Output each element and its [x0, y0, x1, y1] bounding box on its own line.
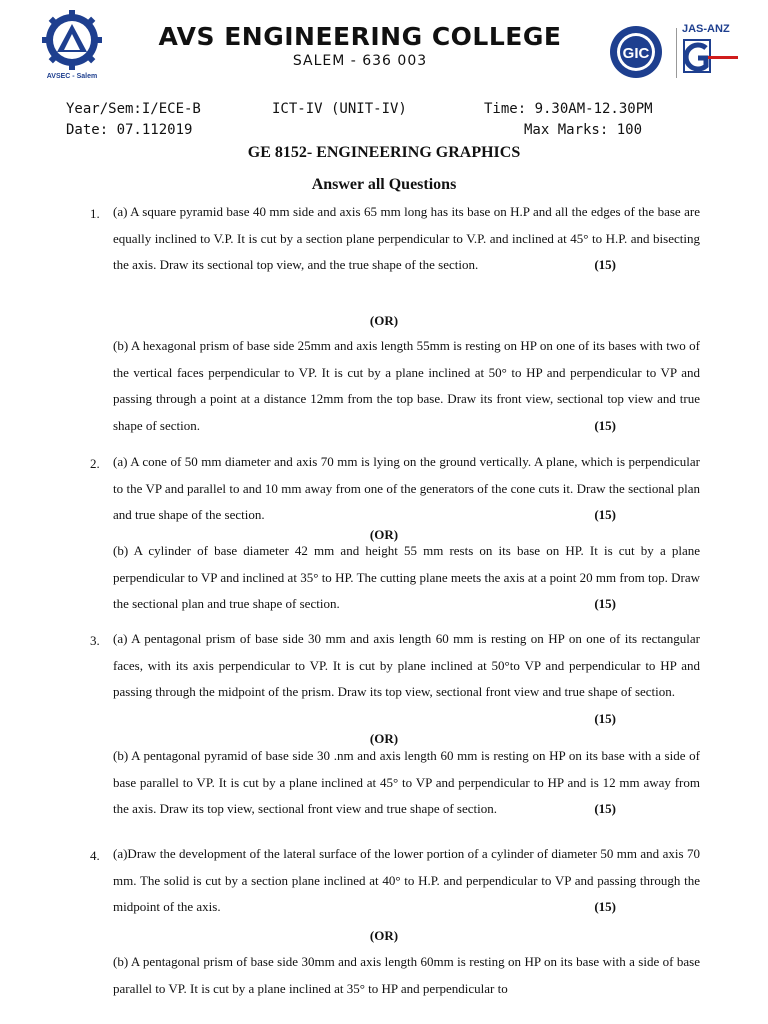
question-text: (a) A square pyramid base 40 mm side and axis 65 mm long has its base on H.P and all the edges of the base are equally inclined to V.P. It is cut by a section plane perpendicular to V.P. and inclined at 45° to H.P. and bisecting the axis. Draw its sectional top view, and the true shape of the section. — [113, 204, 700, 273]
question-4b — [113, 949, 700, 1002]
marks: (15) — [594, 596, 616, 612]
college-logo — [26, 10, 118, 80]
question-text: (a) A pentagonal prism of base side 30 mm and axis length 60 mm is resting on HP on one of its rectangular faces, with its axis perpendicular to VP. It is cut by plane inclined at 50°to VP and perpendicular to HP and passing through the midpoint of the prism. Draw its top view, sectional front view and true shape of section. — [113, 631, 700, 700]
or-separator: (OR) — [369, 527, 399, 542]
question-text: (b) A pentagonal prism of base side 30mm and axis length 60mm is resting on HP on its base with a side of base parallel to VP. It is cut by a plane inclined at 35° to HP and perpendicular to — [113, 954, 700, 996]
college-name: AVS ENGINEERING COLLEGE — [158, 22, 562, 51]
question-number: 3. — [90, 633, 100, 648]
marks: (15) — [594, 801, 616, 817]
logo-divider — [676, 28, 677, 78]
or-separator: (OR) — [369, 313, 399, 328]
or-separator: (OR) — [369, 928, 399, 943]
question-4a — [113, 841, 700, 921]
question-1a — [113, 199, 700, 279]
test-name: ICT-IV (UNIT-IV) — [272, 101, 407, 117]
gic-certification-logo — [600, 22, 676, 80]
question-number: 2. — [90, 456, 100, 471]
question-text: (a)Draw the development of the lateral surface of the lower portion of a cylinder of diameter 50 mm and axis 70 mm. The solid is cut by a section plane inclined at 40° to H.P. and perpendicular to VP and passing through the midpoint of the axis. — [113, 846, 700, 915]
subject-title: GE 8152- ENGINEERING GRAPHICS — [247, 144, 521, 161]
question-text: (b) A pentagonal pyramid of base side 30 .nm and axis length 60 mm is resting on HP on its base with a side of base parallel to VP. It is cut by a plane inclined at 45° to VP and perpendicular to HP and is 12 mm away from the axis. Draw its top view, sectional front view and true shape of section. — [113, 748, 700, 817]
question-1b — [113, 333, 700, 439]
logo-caption: AVSEC - Salem — [46, 73, 98, 80]
year-sem: Year/Sem:I/ECE-B — [66, 101, 201, 117]
question-number: 1. — [90, 206, 100, 221]
exam-time: Time: 9.30AM-12.30PM — [484, 101, 653, 117]
gic-text: GIC — [622, 45, 650, 62]
jas-anz-label: JAS-ANZ — [682, 23, 730, 35]
page-header — [0, 0, 768, 82]
question-number: 4. — [90, 848, 100, 863]
question-text: (b) A hexagonal prism of base side 25mm and axis length 55mm is resting on HP on one of its bases with two of the vertical faces perpendicular to VP. It is cut by a plane inclined at 50° to HP and perpendicular to VP and passing through a point at a distance 12mm from the top base. Draw its front view, sectional top view and true shape of section. — [113, 338, 700, 433]
question-3a — [113, 626, 700, 732]
max-marks: Max Marks: 100 — [524, 122, 643, 138]
exam-date: Date: 07.112019 — [66, 122, 193, 138]
instruction: Answer all Questions — [311, 176, 457, 193]
question-text: (a) A cone of 50 mm diameter and axis 70 mm is lying on the ground vertically. A plane, which is perpendicular to the VP and parallel to and 10 mm away from one of the generators of the cone cuts it. Draw the sectional plan and true shape of the section. — [113, 454, 700, 523]
marks: (15) — [594, 507, 616, 523]
marks: (15) — [594, 417, 616, 433]
jas-anz-logo — [678, 18, 744, 80]
marks: (15) — [594, 257, 616, 273]
question-text: (b) A cylinder of base diameter 42 mm and height 55 mm rests on its base on HP. It is cut by a plane perpendicular to VP and inclined at 35° to HP. The cutting plane meets the axis at a point 20 mm from top. Draw the sectional plan and true shape of section. — [113, 543, 700, 612]
marks: (15) — [594, 899, 616, 915]
college-address: SALEM - 636 003 — [292, 53, 428, 69]
question-3b — [113, 743, 700, 823]
or-separator: (OR) — [369, 731, 399, 746]
question-2a — [113, 449, 700, 529]
marks: (15) — [594, 710, 616, 726]
question-2b — [113, 538, 700, 618]
